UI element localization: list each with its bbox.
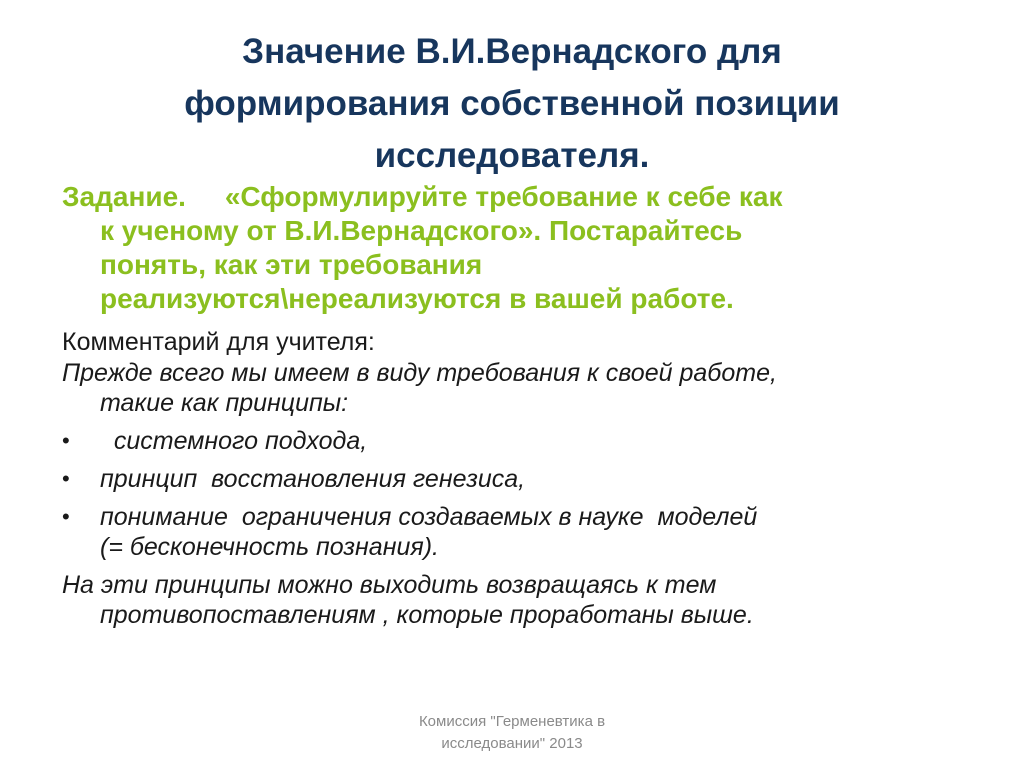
comment-outro-line-1: На эти принципы можно выходить возвращаясь к тем [62, 571, 717, 599]
bullet-1-line-1: системного подхода, [100, 427, 368, 455]
comment-intro-line-2: такие как принципы: [100, 389, 349, 417]
footer-line-1: Комиссия "Герменевтика в [418, 713, 606, 730]
title-line-1: Значение В.И.Вернадского для [242, 32, 782, 71]
slide-footer [362, 711, 662, 755]
task-line-2: к ученому от В.И.Вернадского». Постарайтесь [100, 215, 743, 246]
bullet-2-line-1: принцип восстановления генезиса, [100, 465, 526, 493]
list-item [62, 502, 982, 562]
list-item [62, 464, 982, 494]
bullet-3-line-1: понимание ограничения создаваемых в науке моделей [100, 503, 758, 531]
task-line-1: Задание. «Сформулируйте требование к себе как [62, 181, 783, 212]
principles-list [62, 426, 982, 562]
comment-intro [62, 358, 982, 418]
list-item [62, 426, 982, 456]
bullet-icon: • [62, 466, 70, 491]
footer-line-2: исследовании" 2013 [441, 735, 583, 752]
comment-outro [62, 570, 982, 630]
teacher-comment-heading: Комментарий для учителя: [62, 328, 375, 356]
title-line-2: формирования собственной позиции [184, 84, 840, 123]
slide-body [62, 180, 982, 630]
comment-intro-line-1: Прежде всего мы имеем в виду требования к своей работе, [62, 359, 777, 387]
bullet-3-line-2: (= бесконечность познания). [100, 533, 439, 561]
title-line-3: исследователя. [374, 136, 650, 175]
bullet-icon: • [62, 504, 70, 529]
task-block [62, 180, 982, 316]
task-line-3: понять, как эти требования [100, 249, 483, 280]
comment-outro-line-2: противопоставлениям , которые проработаны выше. [100, 601, 754, 629]
task-line-4: реализуются\нереализуются в вашей работе. [100, 283, 734, 314]
slide-title [60, 26, 964, 182]
bullet-icon: • [62, 428, 70, 453]
